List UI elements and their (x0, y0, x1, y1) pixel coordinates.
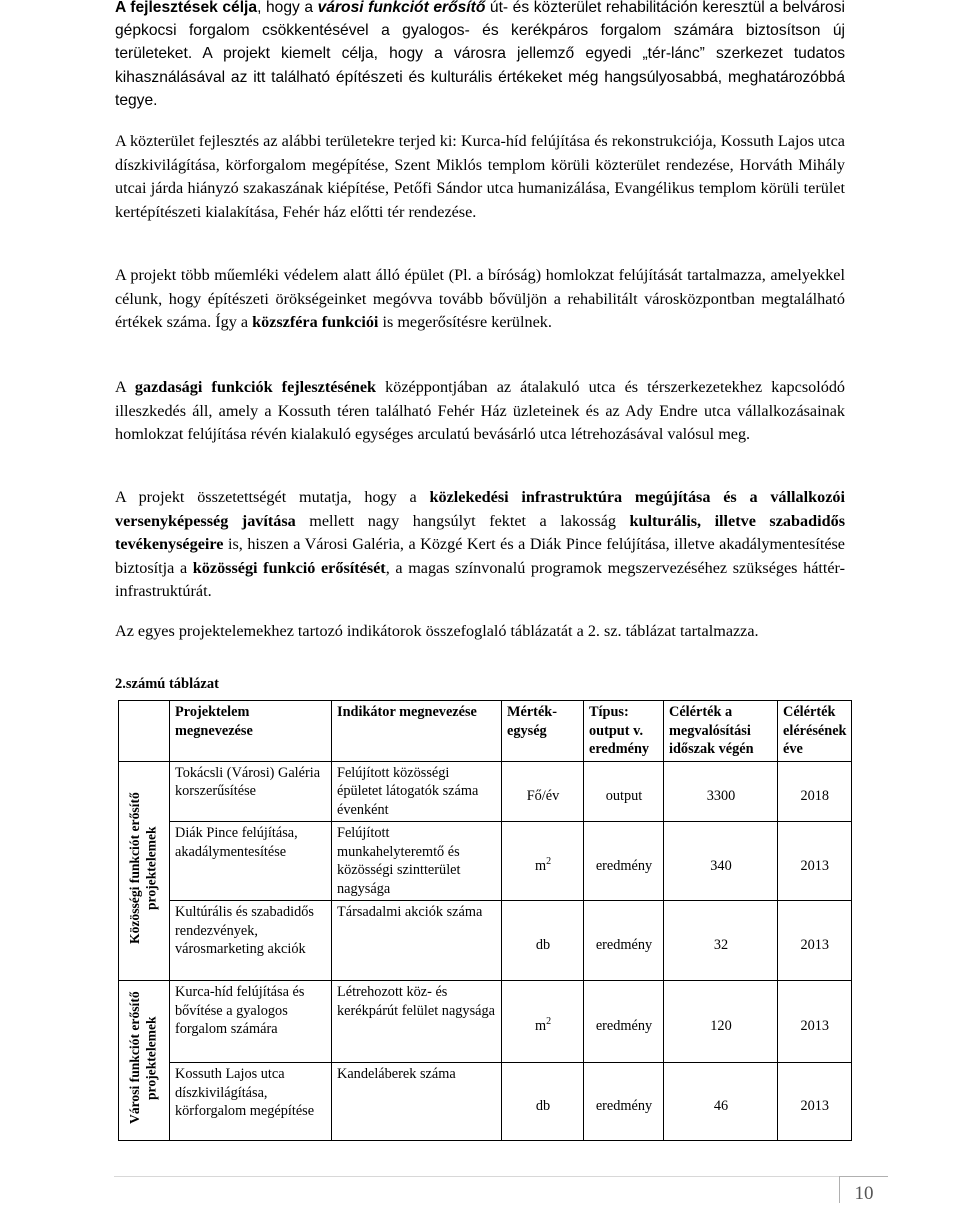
cell-type: eredmény (584, 981, 664, 1063)
page-number: 10 (839, 1176, 888, 1203)
text-run: is, hiszen a Városi Galéria, a Közgé Kert és a Diák Pince felújítása, illetve akadálymentesítése biztosítja a (115, 535, 845, 577)
cell-indicator: Kandeláberek száma (332, 1063, 502, 1141)
unit-text: m (534, 857, 547, 874)
cell-indicator: Társadalmi akciók száma (332, 901, 502, 981)
cell-year: 2018 (778, 761, 852, 822)
cell-element: Diák Pince felújítása, akadálymentesítése (170, 822, 332, 901)
bold-phrase: közlekedési infrastruktúra megújítása és a vállalkozói versenyképesség javítása (115, 488, 845, 530)
cell-element: Kultúrális és szabadidős rendezvények, városmarketing akciók (170, 901, 332, 981)
cell-year: 2013 (778, 822, 852, 901)
table-row (119, 901, 852, 981)
cell-target: 3300 (664, 761, 778, 822)
bold-phrase: A fejlesztések célja (115, 0, 258, 16)
bold-italic-phrase: városi funkciót erősítő (317, 0, 486, 16)
cell-unit: Fő/év (502, 761, 584, 822)
cell-unit (502, 981, 584, 1063)
paragraph-public-space: A közterület fejlesztés az alábbi területekre terjed ki: Kurca-híd felújítása és rekonstrukciója, Kossuth Lajos utca díszkivilágítása, körforgalom megépítése, Szent Miklós templom körüli közterület rendezése, Horváth Mihály utcai járda hiányzó szakaszának kiépítése, Petőfi Sándor utca humanizálása, Evangélikus templom körüli terület kertépítészeti kialakítása, Fehér ház előtti tér rendezése. (115, 132, 845, 221)
cell-indicator: Felújított közösségi épületet látogatók száma évenként (332, 761, 502, 822)
cell-indicator: Létrehozott köz- és kerékpárút felület nagysága (332, 981, 502, 1063)
cell-type: eredmény (584, 901, 664, 981)
bold-phrase: gazdasági funkciók fejlesztésének (134, 378, 377, 396)
table-header-row (119, 701, 852, 762)
table-row (119, 1063, 852, 1141)
cell-year: 2013 (778, 901, 852, 981)
table-row (119, 761, 852, 822)
text-run: , hogy a (257, 0, 318, 16)
indicator-table (118, 700, 852, 1141)
header-year: Célérték elérésének éve (778, 701, 852, 762)
paragraph-complexity (115, 486, 845, 604)
header-indicator: Indikátor megnevezése (332, 701, 502, 762)
text-run: A projekt összetettségét mutatja, hogy a (115, 488, 430, 506)
cell-year: 2013 (778, 981, 852, 1063)
cell-target: 32 (664, 901, 778, 981)
paragraph-goals (115, 0, 845, 112)
cell-element: Kossuth Lajos utca díszkivilágítása, körforgalom megépítése (170, 1063, 332, 1141)
paragraph-economic (115, 376, 845, 447)
cell-year: 2013 (778, 1063, 852, 1141)
header-target: Célérték a megvalósítási időszak végén (664, 701, 778, 762)
text-run: A projekt több műemléki védelem alatt álló épület (Pl. a bíróság) homlokzat felújítását tartalmazza, amelyekkel célunk, hogy építészeti örökségeinket megóvva tovább bővüljön a rehabilitált városközpontban megtalálható értékek száma. Így a (115, 266, 845, 331)
cell-unit (502, 822, 584, 901)
bold-phrase: közszféra funkciói (252, 313, 379, 331)
text-run: középpontjában az átalakuló utca és térszerkezetekhez kapcsolódó illeszkedés áll, amely a Kossuth téren található Fehér Ház üzleteinek és az Ady Endre utca vállalkozásainak homlokzat felújítása révén kialakuló egységes arculatú bevásárló utca létrehozásával valósul meg. (115, 378, 846, 443)
group-label-text: Közösségi funkciót erősítő projektelemek (127, 792, 159, 944)
bold-phrase: kulturális, illetve szabadidős tevékenységeire (115, 511, 845, 553)
unit-superscript: 2 (546, 1016, 552, 1028)
cell-indicator: Felújított munkahelyteremtő és közösségi szintterület nagysága (332, 822, 502, 901)
bold-phrase: közösségi funkció erősítését (192, 558, 386, 577)
text-run: út- és közterület rehabilitáción keresztül a belvárosi gépkocsi forgalom csökkentésével a gyalogos- és kerékpáros forgalom számára biztosítson új területeket. A projekt kiemelt célja, hogy a városra jellemző egyedi „tér-lánc” szerkezet tudatos kihasználásával az itt található építészeti és kulturális értékeket még hangsúlyosabbá, meghatározóbbá tegye. (115, 0, 845, 109)
header-empty-cell (119, 701, 170, 762)
header-element: Projektelem megnevezése (170, 701, 332, 762)
text-run: mellett nagy hangsúlyt fektet a lakosság (295, 511, 630, 530)
footer-divider (114, 1176, 842, 1177)
cell-type: eredmény (584, 1063, 664, 1141)
group-label-text: Városi funkciót erősítő projektelemek (127, 991, 159, 1125)
cell-element: Tokácsli (Városi) Galéria korszerűsítése (170, 761, 332, 822)
group-label-community (119, 761, 170, 981)
cell-target: 120 (664, 981, 778, 1063)
unit-text: m (534, 1018, 547, 1035)
paragraph-table-intro: Az egyes projektelemekhez tartozó indikátorok összefoglaló táblázatát a 2. sz. táblázat tartalmazza. (115, 622, 759, 640)
cell-unit: db (502, 901, 584, 981)
cell-target: 46 (664, 1063, 778, 1141)
text-run: , a magas színvonalú programok megszervezéséhez szükséges háttér-infrastruktúrát. (115, 558, 846, 600)
header-unit: Mérték-egység (502, 701, 584, 762)
header-type: Típus: output v. eredmény (584, 701, 664, 762)
cell-type: eredmény (584, 822, 664, 901)
text-run: is megerősítésre kerülnek. (378, 313, 552, 331)
group-label-city (119, 981, 170, 1141)
unit-superscript: 2 (546, 855, 552, 867)
table-caption: 2.számú táblázat (115, 676, 219, 692)
cell-element: Kurca-híd felújítása és bővítése a gyalogos forgalom számára (170, 981, 332, 1063)
text-run: A (115, 378, 135, 396)
cell-type: output (584, 761, 664, 822)
cell-unit: db (502, 1063, 584, 1141)
paragraph-heritage (115, 264, 845, 335)
cell-target: 340 (664, 822, 778, 901)
table-row (119, 981, 852, 1063)
table-row (119, 822, 852, 901)
